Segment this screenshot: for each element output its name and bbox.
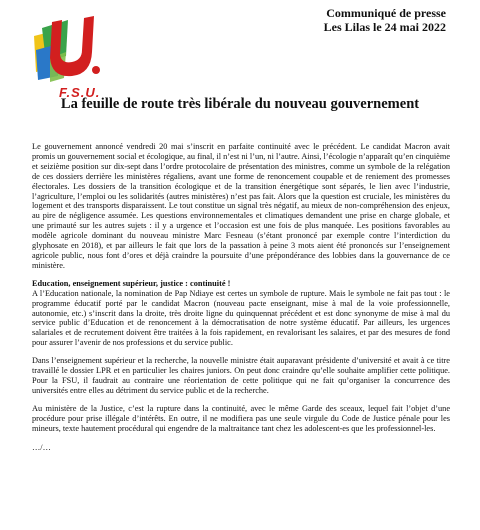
document-body: [32, 142, 450, 453]
section-heading: Education, enseignement supérieur, justice : continuité !: [32, 278, 231, 288]
section-paragraph-education: A l’Education nationale, la nomination de Pap Ndiaye est certes un symbole de rupture. Mais le symbole ne fait pas tout : le programme éducatif porté par le candidat Macron (nouveau pacte enseignant, mise à mal de la voie professionnelle, autonomie, etc.) s’inscrit dans la droite, très droite ligne du quinquennat précédent et est donc synonyme de mise à mal du service public d’Education et de renoncement à la démocratisation de notre système éducatif. Par ailleurs, les urgences salariales et de recrutement doivent être traitées à la fois rapidement, en revalorisant les salaires, et par des mesures de fond pour assurer l’avenir de nos professions et du service public.: [32, 288, 450, 348]
press-date: Les Lilas le 24 mai 2022: [323, 20, 446, 34]
document-title: La feuille de route très libérale du nouveau gouvernement: [60, 96, 420, 112]
press-label: Communiqué de presse: [326, 6, 446, 20]
logo-text: F.S.U.: [59, 85, 101, 100]
continuation-mark: …/…: [32, 443, 51, 453]
intro-paragraph: Le gouvernement annoncé vendredi 20 mai s’inscrit en parfaite continuité avec le précédent. Le candidat Macron avait promis un gouvernement social et écologique, au final, il n’est ni l’un, ni l’autre. Ainsi, l’écologie n’apparaît qu’en cinquième et seizième position sur dix-sept dans l’ordre protocolaire de présentation des ministres, comme un symbole de la relégation de ces dossiers derrière les ministères régaliens, avant une forme de renoncement coupable et de reniement des promesses électorales. Les dossiers de la transition écologique et de la transition énergétique sont séparés, le lien avec l’industrie, l’agriculture, l’emploi ou les solidarités (autres ministères) n’est pas fait. Alors que la question est cruciale, les ministères du logement et des transports disparaissent. Le tout constitue un signal très négatif, au mieux de non-compréhension des enjeux, au pire de négligence assumée. Les questions environnementales et climatiques demandent une prise en charge globale, et une primauté sur les autres sujets : il y a urgence et l’occasion est une fois de plus manquée. Les positions favorables au modèle agricole dominant du nouveau ministre Marc Fesneau (s’étant prononcé par exemple contre l’interdiction du glyphosate en 2018), et par ailleurs le fait que lors de la passation à peine 3 mots aient été prononcés sur l’enseignement agricole public, nous font d’ores et déjà craindre la poursuite d’une prépondérance des lobbies dans la gouvernance de ce ministère.: [32, 142, 450, 270]
press-header: [324, 6, 446, 34]
section-paragraph-research: Dans l’enseignement supérieur et la recherche, la nouvelle ministre était auparavant présidente d’université et avait à ce titre travaillé le dossier LPR et en particulier les chaires juniors. On peut donc craindre qu’elle souhaite amplifier cette politique. Pour la FSU, il faudrait au contraire une réorientation de cette politique qui ne fait qu’organiser la concurrence des universités entre elles au détriment du service public et de la recherche.: [32, 356, 450, 395]
section-paragraph-justice: Au ministère de la Justice, c’est la rupture dans la continuité, avec le même Garde des sceaux, lequel fait l’objet d’une procédure pour prise illégale d’intérêts. En outre, il ne modifiera pas une seule virgule du Code de Justice pénale pour les mineurs, texte hautement procédural qui engendre de la maltraitance tant chez les adolescent-es que les professionnel-les.: [32, 403, 450, 433]
